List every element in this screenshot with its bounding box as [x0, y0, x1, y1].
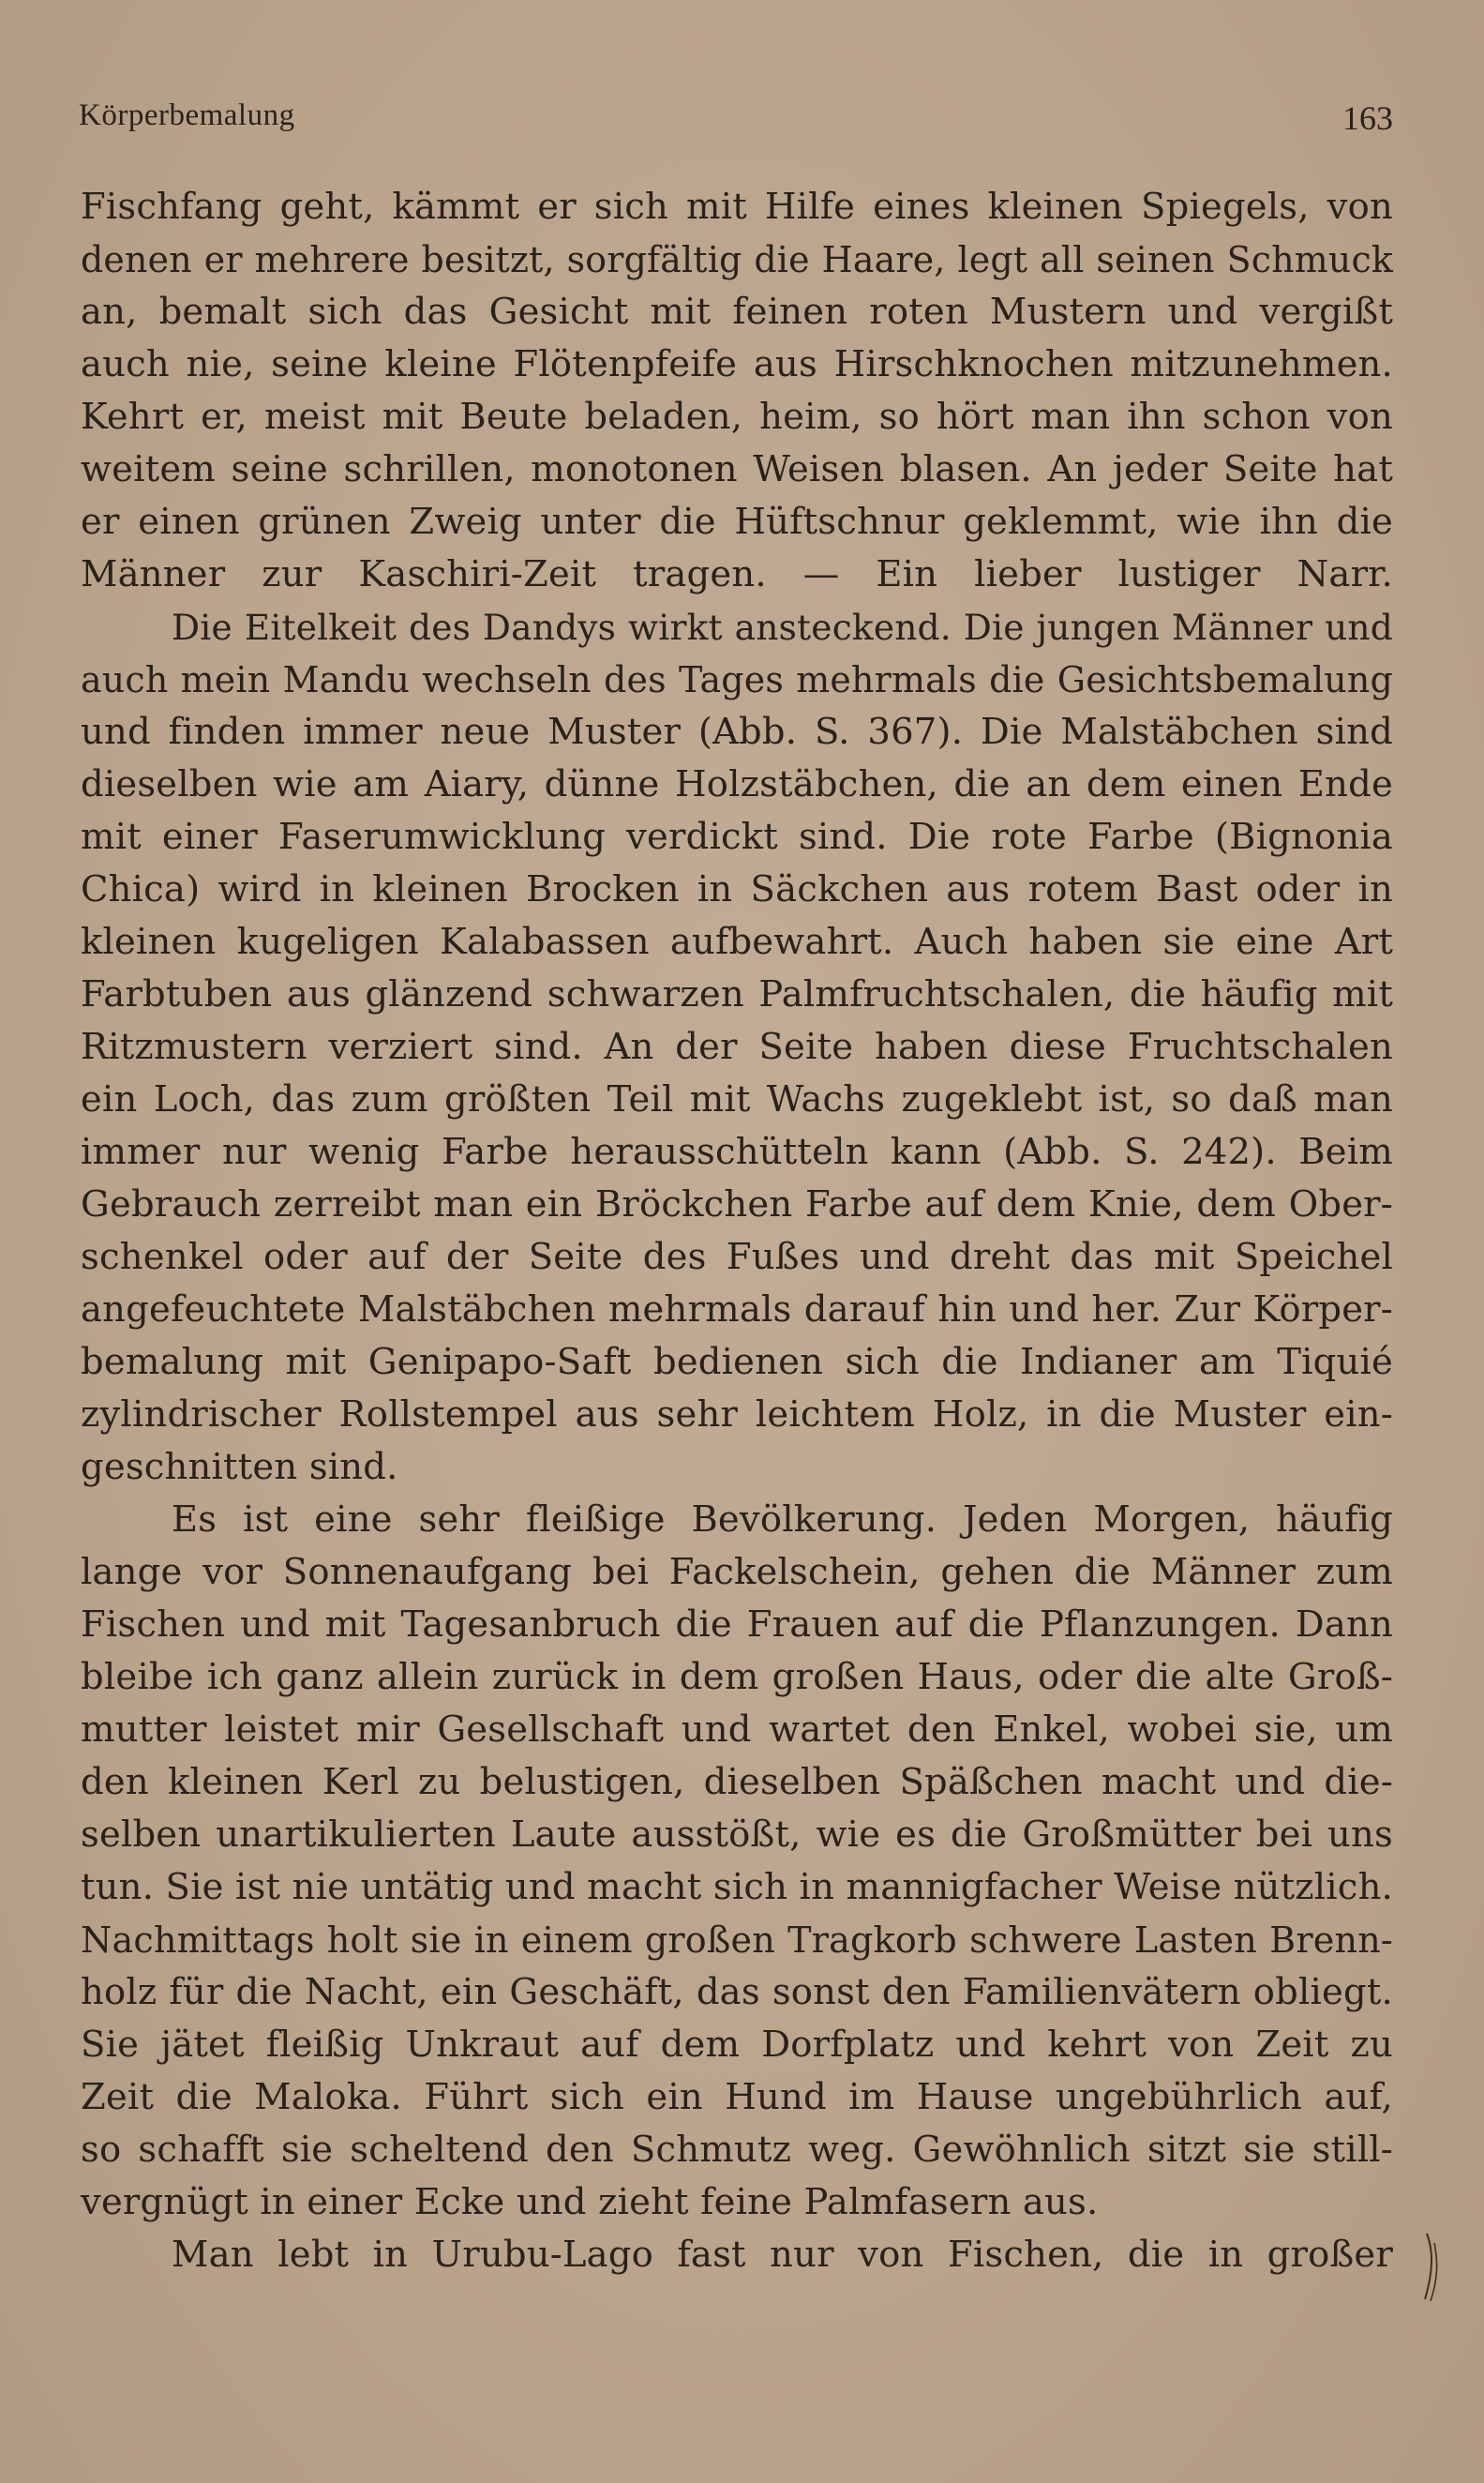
text-line: weitem seine schrillen, monotonen Weisen blasen. An jeder Seite hat: [81, 448, 1393, 490]
paragraph-start-line: Es ist eine sehr fleißige Bevölkerung. Jeden Morgen, häufig: [172, 1498, 1393, 1541]
text-line: lange vor Sonnenaufgang bei Fackelschein, gehen die Männer zum: [81, 1551, 1393, 1593]
text-line: holz für die Nacht, ein Geschäft, das sonst den Familienvätern obliegt.: [81, 1971, 1393, 2013]
text-line: Fischen und mit Tagesanbruch die Frauen auf die Pflanzungen. Dann: [81, 1603, 1393, 1646]
text-line: angefeuchtete Malstäbchen mehrmals darauf hin und her. Zur Körper-: [81, 1288, 1393, 1331]
text-line: er einen grünen Zweig unter die Hüftschnur geklemmt, wie ihn die: [81, 501, 1393, 543]
text-line: und finden immer neue Muster (Abb. S. 367). Die Malstäbchen sind: [81, 711, 1393, 753]
paragraph-end-line: geschnitten sind.: [81, 1446, 398, 1488]
text-line: denen er mehrere besitzt, sorgfältig die Haare, legt all seinen Schmuck: [81, 239, 1393, 280]
paragraph-start-line: Man lebt in Urubu-Lago fast nur von Fischen, die in großer: [172, 2234, 1393, 2276]
text-line: zylindrischer Rollstempel aus sehr leichtem Holz, in die Muster ein-: [81, 1393, 1393, 1436]
text-line: auch nie, seine kleine Flötenpfeife aus Hirschknochen mitzunehmen.: [81, 343, 1393, 385]
text-line: Chica) wird in kleinen Brocken in Säckchen aus rotem Bast oder in: [81, 868, 1393, 910]
text-line: schenkel oder auf der Seite des Fußes und dreht das mit Speichel: [81, 1236, 1393, 1278]
text-line: den kleinen Kerl zu belustigen, dieselben Späßchen macht und die-: [81, 1761, 1393, 1803]
text-line: Ritzmustern verziert sind. An der Seite haben diese Fruchtschalen: [81, 1026, 1393, 1068]
page-header: [79, 98, 1393, 145]
text-line: so schafft sie scheltend den Schmutz weg. Gewöhnlich sitzt sie still-: [81, 2129, 1393, 2171]
paragraph-start-line: Die Eitelkeit des Dandys wirkt ansteckend. Die jungen Männer und: [172, 607, 1393, 648]
text-line: kleinen kugeligen Kalabassen aufbewahrt. Auch haben sie eine Art: [81, 921, 1393, 963]
text-line: mutter leistet mir Gesellschaft und wartet den Enkel, wobei sie, um: [81, 1708, 1393, 1751]
text-line: Gebrauch zerreibt man ein Bröckchen Farbe auf dem Knie, dem Ober-: [81, 1183, 1393, 1226]
text-line: bleibe ich ganz allein zurück in dem großen Haus, oder die alte Groß-: [81, 1656, 1393, 1698]
body-text: [81, 181, 1393, 2281]
text-line: ein Loch, das zum größten Teil mit Wachs zugeklebt ist, so daß man: [81, 1078, 1393, 1121]
text-line: Sie jätet fleißig Unkraut auf dem Dorfplatz und kehrt von Zeit zu: [81, 2024, 1393, 2066]
page-number: 163: [1342, 99, 1393, 137]
text-line: mit einer Faserumwicklung verdickt sind. Die rote Farbe (Bignonia: [81, 816, 1393, 858]
text-line: Zeit die Maloka. Führt sich ein Hund im Hause ungebührlich auf,: [81, 2076, 1393, 2118]
text-line: Fischfang geht, kämmt er sich mit Hilfe eines kleinen Spiegels, von: [81, 186, 1393, 228]
text-line: selben unartikulierten Laute ausstößt, wie es die Großmütter bei uns: [81, 1813, 1393, 1856]
paragraph-end-line: vergnügt in einer Ecke und zieht feine Palmfasern aus.: [81, 2181, 1099, 2223]
running-title: Körperbemalung: [79, 98, 295, 132]
text-line: Kehrt er, meist mit Beute beladen, heim, so hört man ihn schon von: [81, 396, 1393, 438]
text-line: Nachmittags holt sie in einem großen Tragkorb schwere Lasten Brenn-: [81, 1919, 1393, 1961]
text-line: auch mein Mandu wechseln des Tages mehrmals die Gesichtsbemalung: [81, 659, 1393, 700]
text-line: bemalung mit Genipapo-Saft bedienen sich die Indianer am Tiquié: [81, 1341, 1393, 1383]
text-line: Männer zur Kaschiri-Zeit tragen. — Ein lieber lustiger Narr.: [81, 553, 1393, 595]
margin-pencil-mark: [1417, 2230, 1446, 2305]
text-line: Farbtuben aus glänzend schwarzen Palmfruchtschalen, die häufig mit: [81, 973, 1393, 1016]
text-line: immer nur wenig Farbe herausschütteln kann (Abb. S. 242). Beim: [81, 1131, 1393, 1173]
text-line: tun. Sie ist nie untätig und macht sich in mannigfacher Weise nützlich.: [81, 1866, 1393, 1908]
text-line: an, bemalt sich das Gesicht mit feinen roten Mustern und vergißt: [81, 291, 1393, 333]
text-line: dieselben wie am Aiary, dünne Holzstäbchen, die an dem einen Ende: [81, 763, 1393, 805]
